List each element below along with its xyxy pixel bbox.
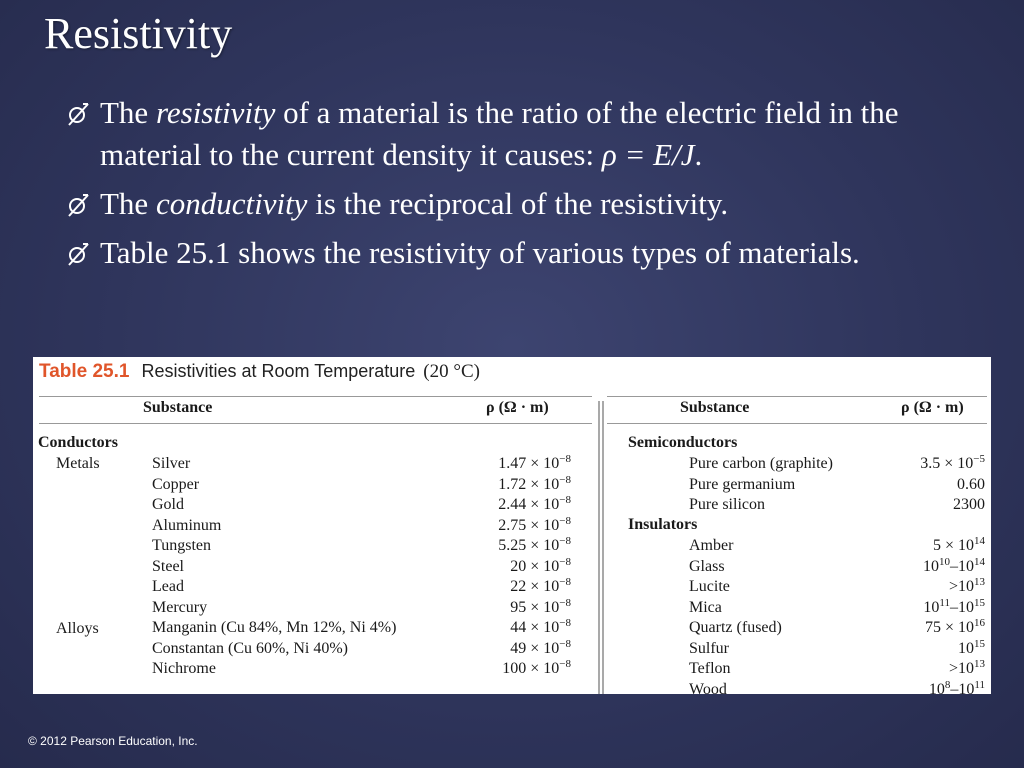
value-part: 10 [928,680,945,694]
value-part: >10 [948,660,974,677]
bullet-table-reference [66,232,1006,274]
value-part: 49 × 10 [510,639,560,657]
value-part: 2300 [953,496,985,513]
substance-name: Lucite [689,578,730,595]
substance-name: Wood [689,680,727,694]
exponent: −8 [559,494,571,506]
header-substance-right: Substance [680,399,750,416]
resistivity-value [863,639,985,659]
substance-name: Gold [152,496,184,513]
exponent: 13 [974,576,985,588]
header-rho-left: ρ (Ω · m) [486,399,549,416]
column-divider [602,401,604,694]
table-number: Table 25.1 [39,361,130,382]
header-bottom-rule-left [39,423,592,424]
bullet-conductivity [66,183,1006,225]
substance-name: Lead [152,578,184,595]
resistivity-value [453,577,571,597]
substance-name: Manganin (Cu 84%, Mn 12%, Ni 4%) [152,619,397,636]
bullet-text: Table 25.1 shows the resistivity of various types of materials. [100,235,860,270]
header-top-rule-right [607,396,987,397]
table-temperature: (20 °C) [423,361,480,382]
resistivity-value [453,475,571,495]
value-part: 10 [923,598,940,616]
resistivity-value [453,495,571,515]
group-alloys: Alloys [56,620,99,637]
value-part: 5 × 10 [932,537,974,554]
slide-title: Resistivity [44,9,233,58]
section-semiconductors: Semiconductors [628,434,738,451]
resistivity-value [863,659,985,679]
section-insulators: Insulators [628,516,698,533]
resistivity-value [863,557,985,577]
value-part: 100 × 10 [502,660,560,677]
resistivity-value [453,659,571,679]
exponent: 11 [974,678,985,691]
resistivity-value [863,454,985,474]
bullet-list [66,92,1006,281]
exponent: 10 [939,555,950,568]
exponent: 13 [974,658,985,670]
bullet-end: . [694,137,703,172]
bullet-text: is the reciprocal of the resistivity. [307,186,729,221]
resistivity-value [453,598,571,618]
resistivity-value [453,536,571,556]
value-part: >10 [948,578,974,595]
resistivity-value [863,598,985,618]
resistivity-value [863,618,985,638]
resistivity-value [453,618,571,638]
value-part: 1.72 × 10 [498,475,560,493]
resistivity-table [33,357,991,694]
value-part: 5.25 × 10 [498,537,560,554]
substance-name: Teflon [689,660,731,677]
bullet-text: The [100,95,156,130]
value-part: 95 × 10 [510,598,560,616]
exponent: 8 [944,678,951,691]
value-part: 3.5 × 10 [920,455,974,472]
value-part: –10 [950,557,974,575]
resistivity-value [453,516,571,536]
bullet-text: of a material is the ratio of the electric field in the material to the current density it causes: [100,95,899,172]
header-top-rule-left [39,396,592,397]
substance-name: Aluminum [152,516,222,534]
group-metals: Metals [56,455,100,472]
value-part: 22 × 10 [510,578,560,595]
substance-name: Nichrome [152,660,216,677]
substance-name: Pure silicon [689,496,765,513]
bullet-resistivity [66,92,1006,176]
exponent: −8 [559,473,571,486]
substance-name: Glass [689,557,725,575]
table-caption [39,361,480,393]
exponent: −8 [559,514,571,527]
section-conductors: Conductors [38,434,119,451]
value-part: 75 × 10 [924,619,974,636]
substance-name: Copper [152,475,200,493]
substance-name: Steel [152,557,184,575]
resistivity-value [863,536,985,556]
exponent: −8 [559,453,571,465]
value-part: 44 × 10 [510,619,560,636]
value-part: –10 [950,598,974,616]
bullet-marker-icon [66,189,92,219]
copyright-notice: © 2012 Pearson Education, Inc. [28,734,198,748]
exponent: −8 [559,596,571,609]
resistivity-value [863,577,985,597]
header-bottom-rule-right [607,423,987,424]
substance-name: Tungsten [152,537,211,554]
exponent: 11 [939,596,950,609]
resistivity-value [453,557,571,577]
substance-name: Amber [689,537,734,554]
resistivity-value [453,639,571,659]
substance-name: Mercury [152,598,208,616]
value-part: 10 [923,557,939,575]
exponent: −8 [559,617,571,629]
term-conductivity: conductivity [155,186,308,221]
formula-rest: = E/J [616,137,695,172]
exponent: −8 [559,535,571,547]
substance-name: Pure germanium [689,475,796,493]
substance-name: Quartz (fused) [689,619,782,636]
substance-name: Constantan (Cu 60%, Ni 40%) [152,639,348,657]
header-rho-right: ρ (Ω · m) [901,399,964,416]
formula-rho: ρ [601,137,617,172]
resistivity-value [453,454,571,474]
exponent: 15 [974,596,985,609]
resistivity-value [863,680,985,695]
value-part: 1.47 × 10 [498,455,560,472]
exponent: 14 [974,535,985,547]
value-part: 10 [958,639,974,657]
bullet-text: The [100,186,156,221]
substance-name: Pure carbon (graphite) [689,455,833,472]
value-part: 2.44 × 10 [498,496,560,513]
exponent: 14 [974,555,985,568]
resistivity-value [863,475,985,495]
value-part: 0.60 [957,475,985,493]
value-part: 2.75 × 10 [498,516,560,534]
exponent: −8 [559,637,571,650]
substance-name: Mica [689,598,722,616]
exponent: 16 [974,617,985,629]
exponent: 15 [974,637,985,650]
value-part: –10 [950,680,975,694]
value-part: 20 × 10 [510,557,560,575]
exponent: −5 [973,453,985,465]
term-resistivity: resistivity [155,95,276,130]
exponent: −8 [559,658,571,670]
bullet-marker-icon [66,238,92,268]
table-title: Resistivities at Room Temperature [141,361,416,381]
resistivity-value [863,495,985,515]
exponent: −8 [559,555,571,568]
substance-name: Sulfur [689,639,729,657]
bullet-marker-icon [66,98,92,128]
header-substance-left: Substance [143,399,213,416]
exponent: −8 [559,576,571,588]
substance-name: Silver [152,455,191,472]
column-divider [598,401,600,694]
